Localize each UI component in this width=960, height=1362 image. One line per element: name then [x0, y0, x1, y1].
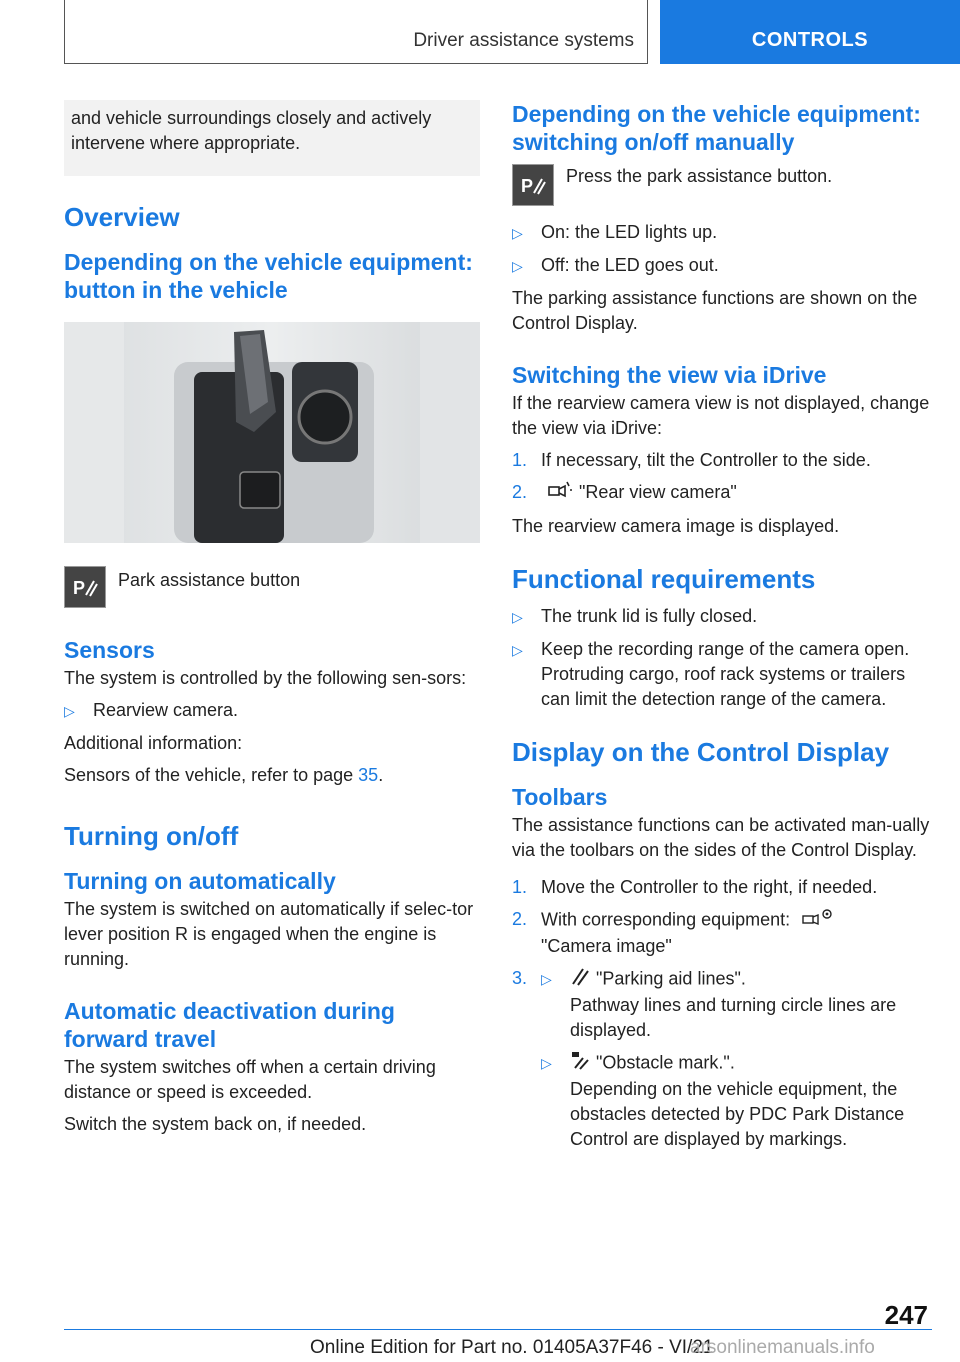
obstacle-mark-icon	[570, 1050, 590, 1077]
list-item: ▷ Rearview camera.	[64, 698, 480, 724]
heading-functional-requirements: Functional requirements	[512, 564, 816, 594]
park-assist-caption-row	[64, 566, 480, 608]
auto-on-text: The system is switched on automatically if selec-tor lever position R is engaged when the engine is running.	[64, 899, 474, 969]
list-item: 2. "Rear view camera"	[512, 480, 932, 507]
heading-display-control-display: Display on the Control Display	[512, 737, 890, 767]
header-section-title: Driver assistance systems	[413, 30, 634, 51]
park-assist-caption: Park assistance button	[118, 570, 301, 590]
center-console-photo	[64, 322, 480, 543]
list-item: ▷ The trunk lid is fully closed.	[512, 604, 932, 630]
list-item: 1. Move the Controller to the right, if needed.	[512, 877, 878, 897]
manual-instruction-row	[512, 164, 932, 206]
triangle-bullet-icon: ▷	[541, 1055, 552, 1071]
auto-off-text-2: Switch the system back on, if needed.	[64, 1114, 367, 1134]
triangle-bullet-icon: ▷	[512, 225, 523, 241]
triangle-bullet-icon: ▷	[512, 258, 523, 274]
heading-turning-on-off: Turning on/off	[64, 821, 239, 851]
park-assist-icon	[512, 164, 554, 206]
idrive-text: If the rearview camera view is not displayed, change the view via iDrive:	[512, 393, 930, 438]
additional-info-label: Additional information:	[64, 733, 243, 753]
toolbars-text: The assistance functions can be activated man-ually via the toolbars on the sides of the Control Display.	[512, 815, 930, 860]
camera-settings-icon	[801, 907, 835, 934]
manual-text: Press the park assistance button.	[566, 166, 833, 186]
header-tab-controls[interactable]: CONTROLS	[660, 0, 960, 64]
heading-button-in-vehicle: Depending on the vehicle equipment: button in the vehicle	[64, 249, 473, 303]
manual-after-text: The parking assistance functions are shown on the Control Display.	[512, 288, 918, 333]
list-item: ▷ Off: the LED goes out.	[512, 253, 932, 279]
heading-turning-on-automatically: Turning on automatically	[64, 868, 336, 894]
heading-switching-view-idrive: Switching the view via iDrive	[512, 362, 827, 388]
watermark: arsonlinemanuals.info	[690, 1337, 875, 1358]
right-column	[512, 100, 932, 1166]
footer-edition: Online Edition for Part no. 01405A37F46 - VI/21	[310, 1337, 714, 1358]
note-box: and vehicle surroundings closely and actively intervene where appropriate.	[64, 100, 480, 176]
triangle-bullet-icon: ▷	[512, 642, 523, 658]
heading-automatic-deactivation: Automatic deactivation during forward travel	[64, 998, 395, 1052]
park-assist-icon	[64, 566, 106, 608]
list-item: 3. ▷ "Parking aid lines". Pathway lines and turning circle lines are displayed. ▷ "Obstacle mark.". Depending on the vehicle equipment, the obstacles detected by PDC Park Distance Control are displayed by markings.	[512, 966, 932, 1159]
left-column	[64, 100, 480, 1144]
footer-divider	[64, 1329, 932, 1330]
list-item: 1. If necessary, tilt the Controller to the side.	[512, 450, 871, 470]
heading-sensors: Sensors	[64, 637, 155, 663]
idrive-after-text: The rearview camera image is displayed.	[512, 516, 840, 536]
list-item: ▷ "Obstacle mark.". Depending on the vehicle equipment, the obstacles detected by PDC Park Distance Control are displayed by markings.	[541, 1050, 932, 1152]
sensors-text: The system is controlled by the following sen-sors:	[64, 668, 467, 688]
list-item: ▷ On: the LED lights up.	[512, 220, 932, 246]
triangle-bullet-icon: ▷	[541, 971, 552, 987]
page-link[interactable]: 35	[358, 765, 379, 785]
triangle-bullet-icon: ▷	[512, 609, 523, 625]
list-item: ▷ "Parking aid lines". Pathway lines and turning circle lines are displayed.	[541, 966, 932, 1043]
triangle-bullet-icon: ▷	[64, 703, 75, 719]
svg-text:P: P	[73, 578, 86, 598]
auto-off-text: The system switches off when a certain driving distance or speed is exceeded.	[64, 1057, 436, 1102]
svg-text:P: P	[521, 176, 534, 196]
parking-aid-lines-icon	[570, 966, 590, 993]
rear-camera-icon	[547, 480, 573, 507]
page-number: 247	[884, 1300, 928, 1330]
list-item: 2. With corresponding equipment: "Camera image"	[512, 907, 932, 959]
heading-switching-manually: Depending on the vehicle equipment: switching on/off manually	[512, 101, 921, 155]
heading-overview: Overview	[64, 202, 180, 232]
sensors-page-ref: Sensors of the vehicle, refer to page 35.	[64, 765, 384, 785]
list-item: ▷ Keep the recording range of the camera open. Protruding cargo, roof rack systems or trailers can limit the detection range of the camera.	[512, 637, 932, 712]
heading-toolbars: Toolbars	[512, 784, 608, 810]
